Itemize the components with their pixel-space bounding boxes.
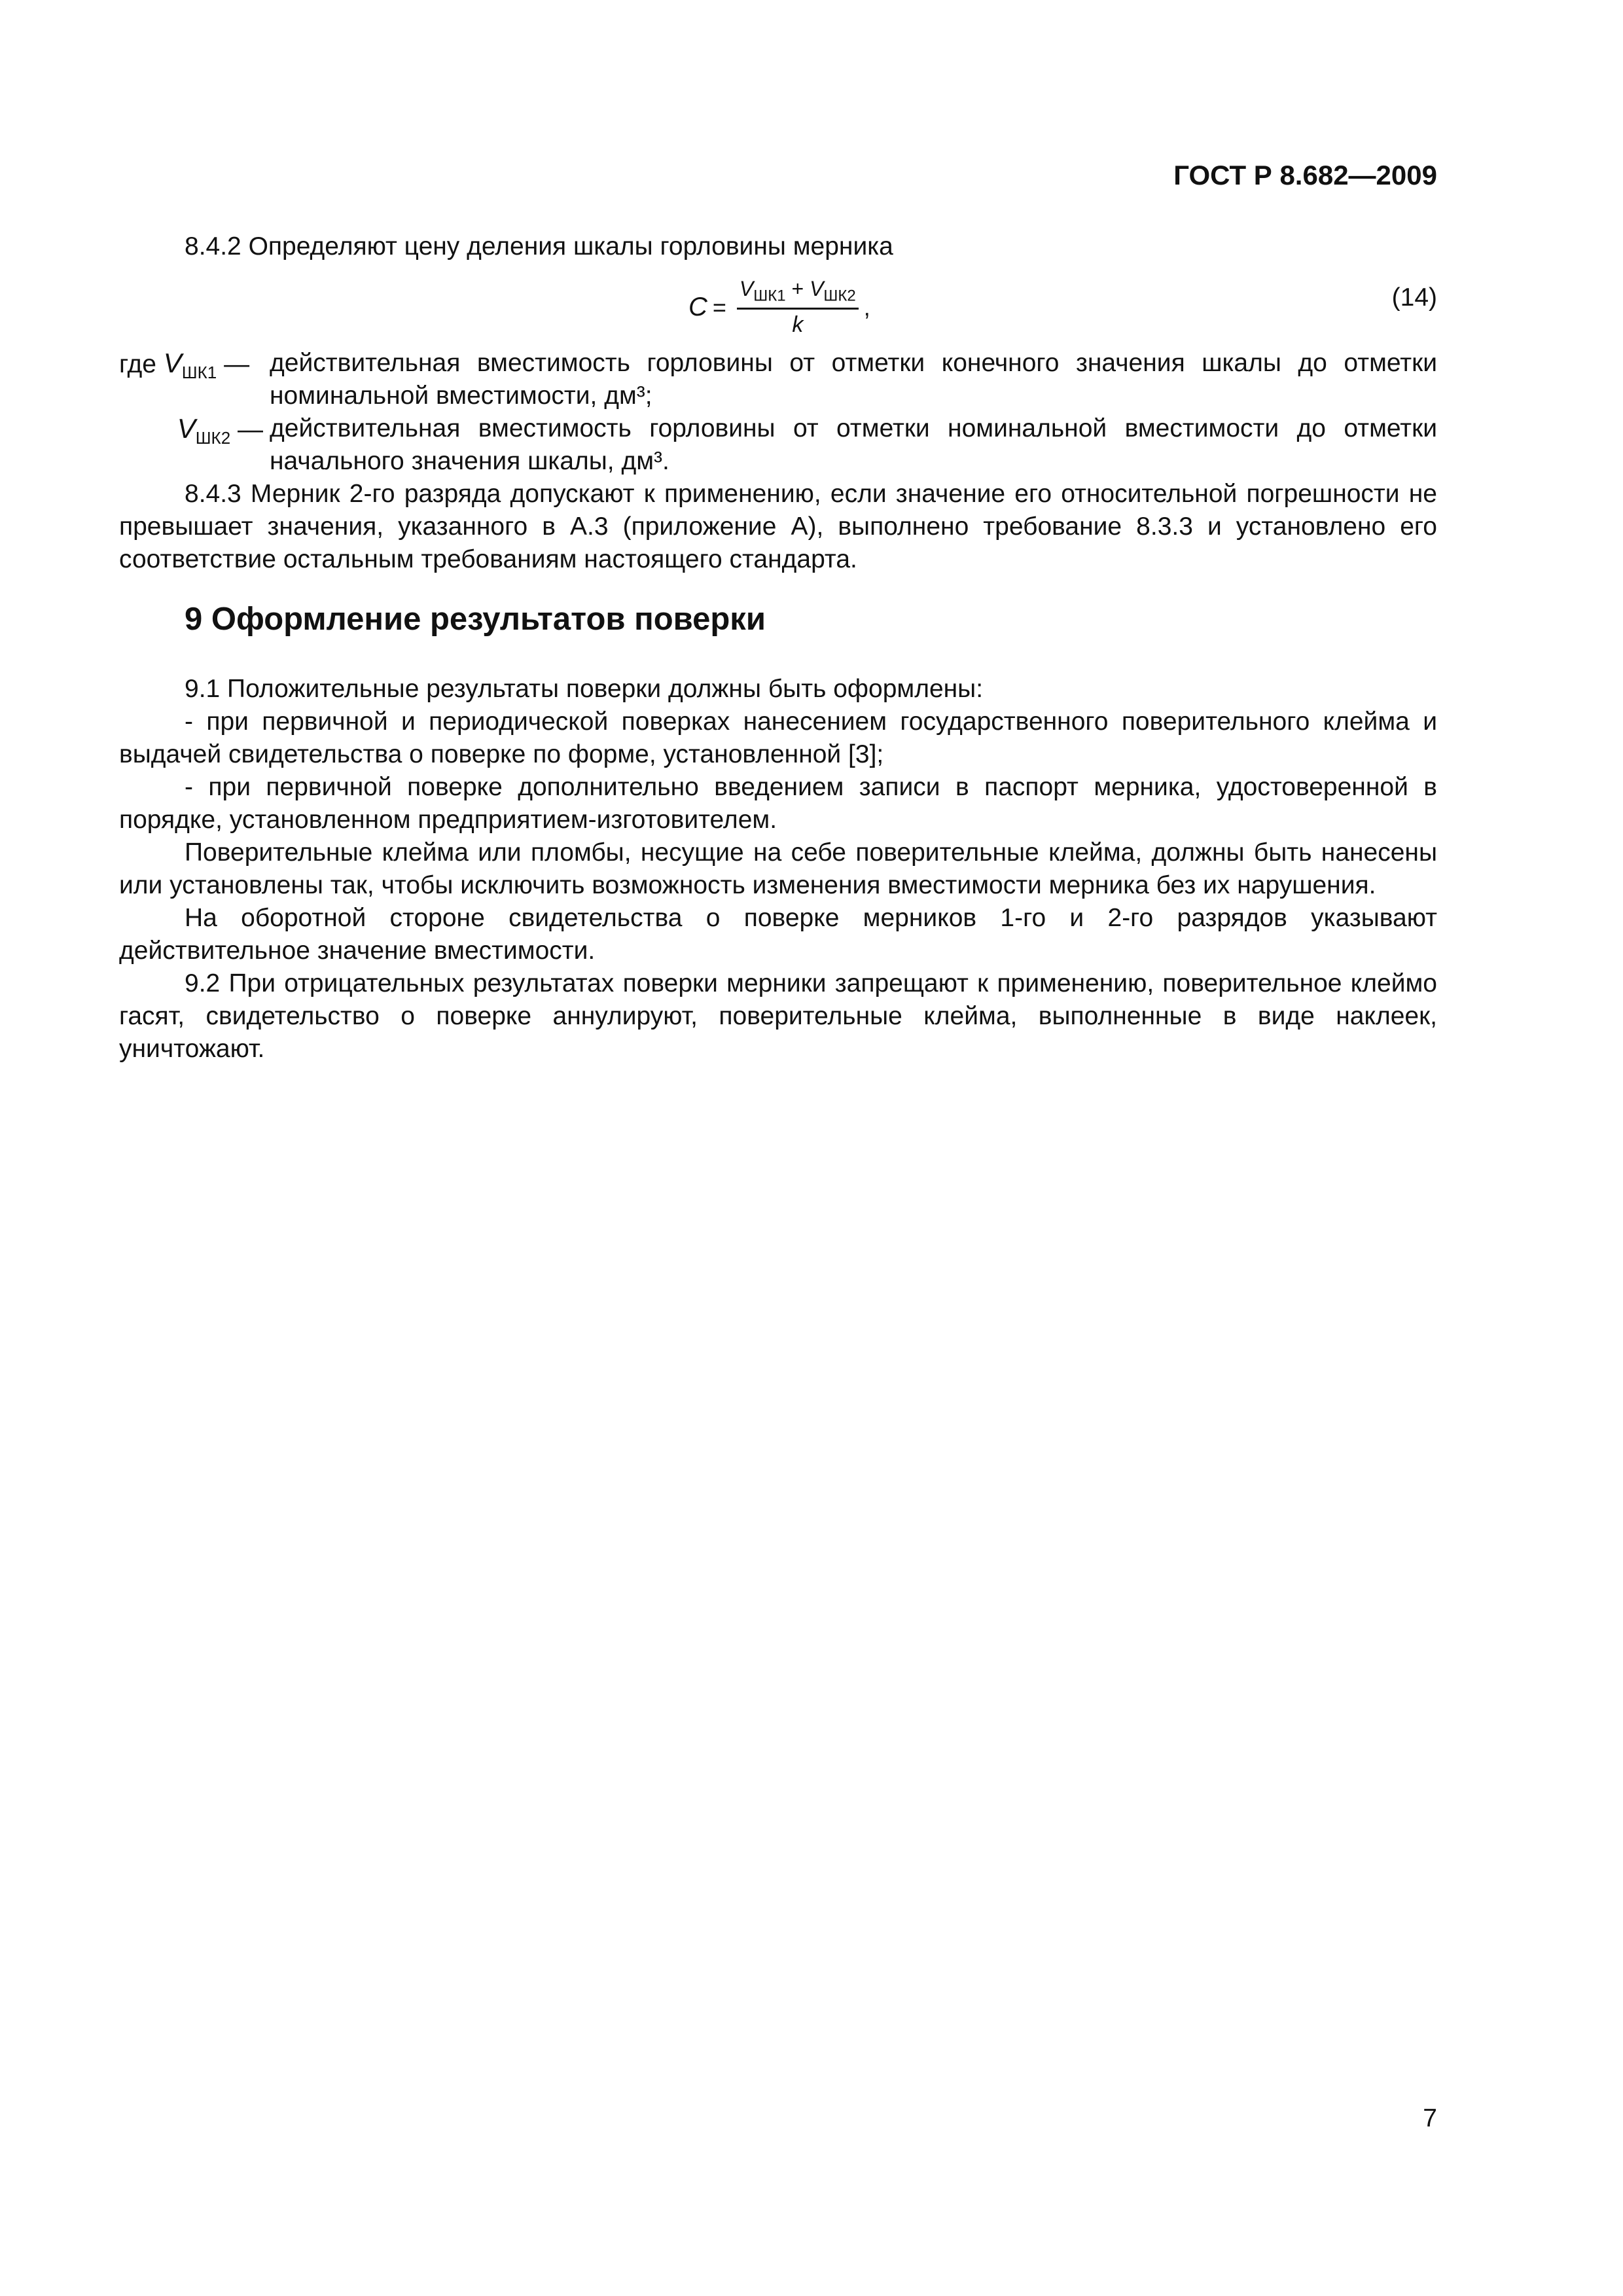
- paragraph-9-2: 9.2 При отрицательных результатах поверки мерники запрещают к применению, поверительное клеймо гасят, свидетельство о поверке аннулируют, поверительные клейма, выполненные в виде наклеек, уничтожают.: [119, 969, 1437, 1063]
- paragraph-8-4-2: 8.4.2 Определяют цену деления шкалы горловины мерника: [185, 232, 893, 260]
- section-9-body: [119, 673, 1437, 1066]
- paragraph-9-1-reverse-side: На оборотной стороне свидетельства о поверке мерников 1-го и 2-го разрядов указывают действительное значение вместимости.: [119, 904, 1437, 965]
- numerator-v2: V: [810, 277, 824, 300]
- where-term-2: [119, 412, 263, 478]
- formula-lhs: C: [688, 293, 707, 322]
- where-term-1-sub: ШК1: [181, 362, 217, 382]
- formula-fraction: [737, 277, 859, 338]
- section-9-heading: 9 Оформление результатов поверки: [185, 601, 766, 637]
- where-block: [119, 347, 1437, 478]
- section-8-4-2: [119, 230, 1437, 263]
- where-item-1: [119, 347, 1437, 412]
- formula-number: (14): [1391, 283, 1437, 312]
- numerator-v2-sub: ШК2: [823, 287, 856, 305]
- numerator-v1: V: [739, 277, 754, 300]
- formula-numerator: [737, 277, 859, 310]
- numerator-v1-sub: ШК1: [753, 287, 786, 305]
- section-8-4-3: [119, 478, 1437, 576]
- page-number: 7: [1423, 2104, 1437, 2132]
- where-term-1-symbol: V: [163, 348, 182, 378]
- where-desc-2: действительная вместимость горловины от отметки номинальной вместимости до отметки начального значения шкалы, дм³.: [270, 414, 1437, 475]
- where-intro: где: [119, 350, 156, 378]
- paragraph-9-1-item-2: - при первичной поверке дополнительно введением записи в паспорт мерника, удостоверенной в порядке, установленном предприятием-изготовителем.: [119, 773, 1437, 834]
- formula-equals: =: [712, 293, 726, 321]
- document-code: ГОСТ Р 8.682—2009: [1173, 160, 1437, 190]
- formula-14: [119, 277, 1437, 349]
- where-item-2: [119, 412, 1437, 478]
- paragraph-9-1-item-1: - при первичной и периодической поверках нанесением государственного поверительного клейма и выдачей свидетельства о поверке по форме, установленной [3];: [119, 708, 1437, 768]
- where-term-1: [119, 347, 263, 412]
- formula-denominator: k: [792, 312, 804, 338]
- formula-expression: [688, 277, 870, 338]
- where-term-2-symbol: V: [177, 413, 196, 444]
- where-term-1-dash: —: [224, 350, 250, 378]
- formula-comma: ,: [863, 293, 870, 321]
- paragraph-8-4-3: 8.4.3 Мерник 2-го разряда допускают к применению, если значение его относительной погрешности не превышает значения, указанного в А.3 (приложение А), выполнено требование 8.3.3 и установлено его соответствие остальным требованиям настоящего стандарта.: [119, 480, 1437, 573]
- where-term-2-sub: ШК2: [195, 427, 231, 448]
- numerator-plus: +: [791, 277, 804, 300]
- where-desc-1: действительная вместимость горловины от отметки конечного значения шкалы до отметки номинальной вместимости, дм³;: [270, 349, 1437, 410]
- where-term-2-dash: —: [238, 416, 263, 444]
- paragraph-9-1-stamps: Поверительные клейма или пломбы, несущие на себе поверительные клейма, должны быть нанесены или установлены так, чтобы исключить возможность изменения вместимости мерника без их нарушения.: [119, 838, 1437, 899]
- paragraph-9-1: 9.1 Положительные результаты поверки должны быть оформлены:: [185, 675, 984, 703]
